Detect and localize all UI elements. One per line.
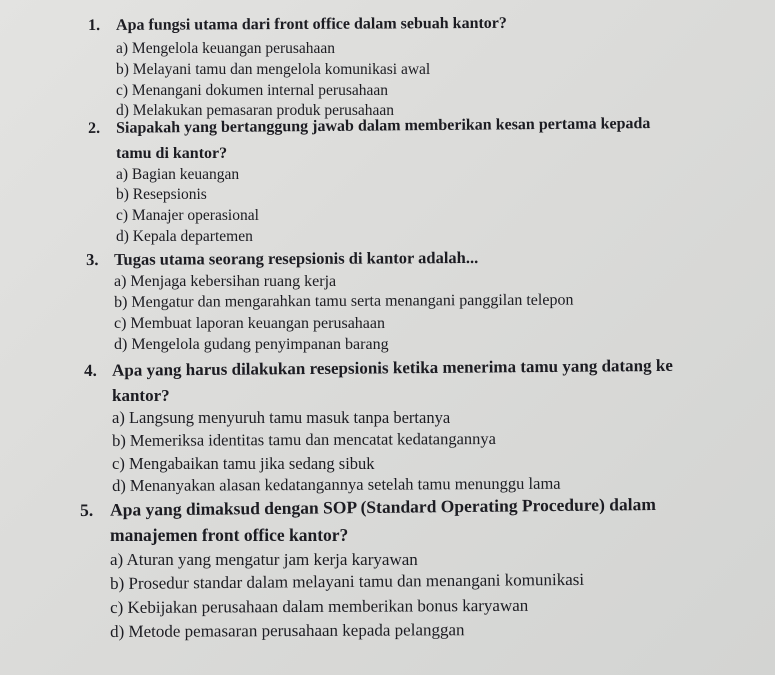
- question-2-option-d: d) Kepala departemen: [116, 228, 253, 245]
- question-4-option-c: c) Mengabaikan tamu jika sedang sibuk: [112, 454, 375, 473]
- question-4-option-a: a) Langsung menyuruh tamu masuk tanpa bertanya: [112, 408, 451, 427]
- question-3-option-c: c) Membuat laporan keuangan perusahaan: [114, 315, 385, 332]
- question-4-option-b: b) Memeriksa identitas tamu dan mencatat kedatangannya: [111, 428, 497, 450]
- question-5-option-b: b) Prosedur standar dalam melayani tamu dan menangani komunikasi: [109, 569, 585, 593]
- question-5-option-a: a) Aturan yang mengatur jam kerja karyawan: [110, 550, 418, 569]
- question-1-option-a: a) Mengelola keuangan perusahaan: [116, 40, 336, 57]
- question-5-text: 5. Apa yang dimaksud dengan SOP (Standard Operating Procedure) dalam: [79, 493, 657, 520]
- question-1-option-c: c) Menangani dokumen internal perusahaan: [116, 82, 389, 99]
- question-3-number: 3.: [85, 249, 99, 269]
- question-2-number: 2.: [87, 119, 101, 137]
- question-4-option-d: d) Menanyakan alasan kedatangannya setelah tamu menunggu lama: [111, 473, 561, 495]
- question-5-number: 5.: [79, 499, 94, 520]
- question-1-option-b: b) Melayani tamu dan mengelola komunikasi awal: [116, 61, 431, 78]
- question-5-option-d: d) Metode pemasaran perusahaan kepada pelanggan: [109, 620, 465, 641]
- question-2-option-b: b) Resepsionis: [116, 186, 207, 203]
- question-3-option-b: b) Mengatur dan mengarahkan tamu serta menangani panggilan telepon: [113, 291, 574, 311]
- question-4-text: 4. Apa yang harus dilakukan resepsionis ketika menerima tamu yang datang ke: [83, 355, 673, 380]
- question-2-text-cont: tamu di kantor?: [116, 145, 228, 162]
- question-4-text-cont: kantor?: [112, 386, 170, 405]
- question-1-number: 1.: [87, 16, 101, 34]
- question-3-text: 3. Tugas utama seorang resepsionis di kantor adalah...: [85, 247, 479, 269]
- question-5-option-c: c) Kebijakan perusahaan dalam memberikan bonus karyawan: [109, 595, 529, 617]
- question-2-text: 2. Siapakah yang bertanggung jawab dalam memberikan kesan pertama kepada: [87, 115, 651, 137]
- question-1-text: 1. Apa fungsi utama dari front office dalam sebuah kantor?: [87, 14, 507, 34]
- question-3-option-a: a) Menjaga kebersihan ruang kerja: [114, 273, 337, 290]
- question-1-option-d: d) Melakukan pemasaran produk perusahaan: [116, 102, 395, 119]
- question-4-number: 4.: [83, 360, 97, 380]
- question-2-option-c: c) Manajer operasional: [116, 207, 259, 224]
- question-2-option-a: a) Bagian keuangan: [116, 166, 240, 183]
- question-5-text-cont: manajemen front office kantor?: [110, 525, 349, 545]
- question-3-option-d: d) Mengelola gudang penyimpanan barang: [114, 336, 389, 353]
